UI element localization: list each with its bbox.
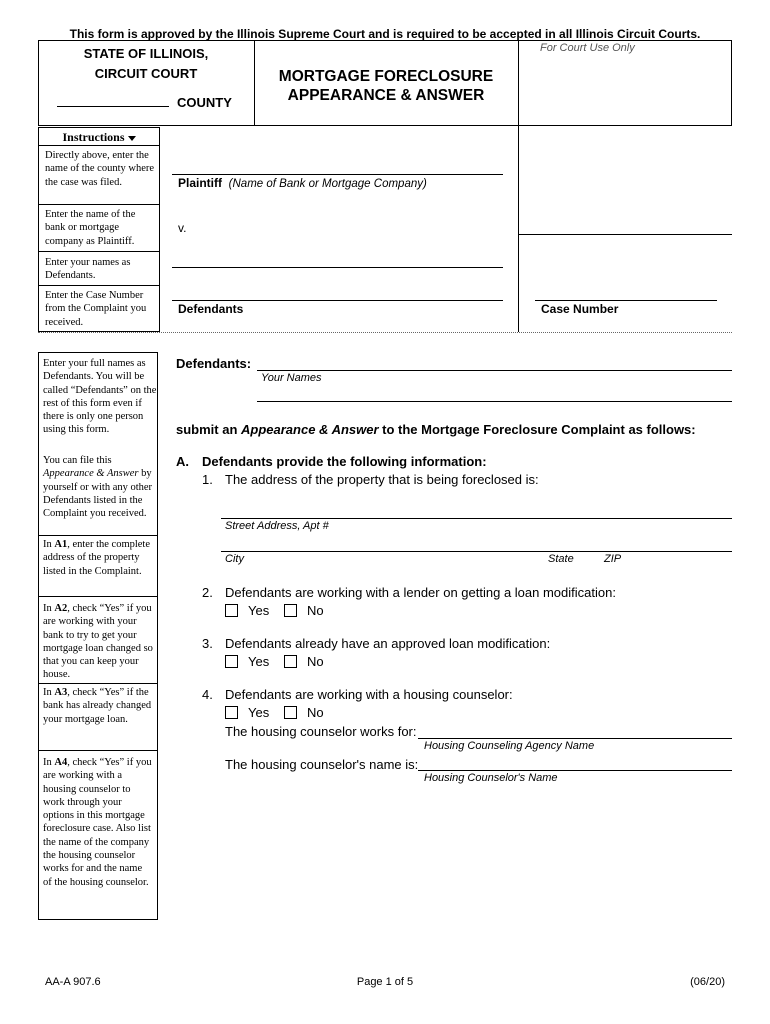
caret-down-icon: [128, 136, 136, 141]
section-a-title: Defendants provide the following information:: [202, 454, 487, 469]
court-use-label: For Court Use Only: [540, 42, 635, 54]
defendant-input-2[interactable]: [172, 300, 503, 301]
q4-text: Defendants are working with a housing counselor:: [225, 687, 513, 702]
q4-no-checkbox[interactable]: [284, 706, 297, 719]
defendants-label: Defendants:: [176, 356, 252, 371]
counselor-name-input[interactable]: [418, 770, 732, 771]
q2-yes-label: Yes: [248, 603, 270, 618]
instruction-full-names: Enter your full names as Defendants. You will be called “Defendants” on the rest of this form even if there is only one person using this form.: [43, 358, 157, 436]
q4-yes-checkbox[interactable]: [225, 706, 238, 719]
county-label: COUNTY: [177, 95, 232, 110]
q1-number: 1.: [202, 472, 213, 487]
q2-no-label: No: [307, 603, 324, 618]
defendants-caption: Defendants: [178, 302, 244, 316]
q3-yes-label: Yes: [248, 654, 270, 669]
city-state-zip-input[interactable]: [221, 551, 732, 552]
instruction-a3: In A3, check “Yes” if the bank has already changed your mortgage loan.: [43, 687, 152, 725]
form-title-1: MORTGAGE FORECLOSURE: [278, 68, 494, 85]
plaintiff-caption: Plaintiff (Name of Bank or Mortgage Company): [178, 176, 427, 190]
q4-yes-label: Yes: [248, 705, 270, 720]
plaintiff-input[interactable]: [172, 174, 503, 175]
case-number-label: Case Number: [541, 302, 619, 316]
your-names-input-2[interactable]: [257, 401, 732, 402]
counselor-name-label: The housing counselor's name is:: [225, 757, 419, 772]
instructions-title[interactable]: Instructions: [38, 130, 160, 145]
street-hint: Street Address, Apt #: [225, 520, 329, 532]
q3-yes-checkbox[interactable]: [225, 655, 238, 668]
state-label: STATE OF ILLINOIS,: [83, 46, 209, 61]
instruction-defendants: Enter your names as Defendants.: [45, 257, 131, 282]
defendant-input-1[interactable]: [172, 267, 503, 268]
form-id: AA-A 907.6: [45, 976, 101, 988]
your-names-input-1[interactable]: [257, 370, 732, 371]
street-input[interactable]: [221, 518, 732, 519]
zip-hint: ZIP: [604, 553, 622, 565]
form-date: (06/20): [690, 976, 725, 988]
instruction-county: Directly above, enter the name of the county where the case was filed.: [45, 150, 155, 188]
state-hint: State: [548, 553, 574, 565]
submit-statement: submit an Appearance & Answer to the Mortgage Foreclosure Complaint as follows:: [176, 422, 696, 437]
your-names-hint: Your Names: [261, 372, 322, 384]
caption-separator: [38, 332, 732, 333]
q4-number: 4.: [202, 687, 213, 702]
counselor-name-hint: Housing Counselor's Name: [424, 772, 558, 784]
q4-no-label: No: [307, 705, 324, 720]
instruction-plaintiff: Enter the name of the bank or mortgage company as Plaintiff.: [45, 209, 136, 247]
court-label: CIRCUIT COURT: [94, 66, 198, 81]
q3-no-checkbox[interactable]: [284, 655, 297, 668]
q2-no-checkbox[interactable]: [284, 604, 297, 617]
instruction-a4: In A4, check “Yes” if you are working with a housing counselor to work through your options in this mortgage foreclosure case. Also list the name of the company the housing counselor works for and the name of the housing counselor.: [43, 757, 152, 888]
approval-notice: This form is approved by the Illinois Supreme Court and is required to be accepted in all Illinois Circuit Courts.: [69, 27, 701, 41]
q3-text: Defendants already have an approved loan modification:: [225, 636, 551, 651]
page-number: Page 1 of 5: [356, 976, 414, 988]
q1-text: The address of the property that is being foreclosed is:: [225, 472, 539, 487]
q3-no-label: No: [307, 654, 324, 669]
city-hint: City: [225, 553, 244, 565]
q2-text: Defendants are working with a lender on getting a loan modification:: [225, 585, 616, 600]
q3-number: 3.: [202, 636, 213, 651]
county-input[interactable]: [57, 106, 169, 107]
q2-number: 2.: [202, 585, 213, 600]
form-title-2: APPEARANCE & ANSWER: [287, 87, 485, 104]
section-a-letter: A.: [176, 454, 189, 469]
q2-yes-checkbox[interactable]: [225, 604, 238, 617]
instruction-a2: In A2, check “Yes” if you are working with your bank to try to get your mortgage loan changed so that you can keep your house.: [43, 603, 153, 681]
agency-name-hint: Housing Counseling Agency Name: [424, 740, 595, 752]
instruction-case-number: Enter the Case Number from the Complaint you received.: [45, 290, 147, 328]
instruction-a1: In A1, enter the complete address of the property listed in the Complaint.: [43, 539, 151, 577]
counselor-works-for-label: The housing counselor works for:: [225, 724, 417, 739]
versus-label: v.: [178, 221, 187, 235]
agency-name-input[interactable]: [418, 738, 732, 739]
case-number-input[interactable]: [535, 300, 717, 301]
instruction-file-alone: You can file this Appearance & Answer by yourself or with any other Defendants listed in the Complaint you received.: [43, 455, 153, 520]
